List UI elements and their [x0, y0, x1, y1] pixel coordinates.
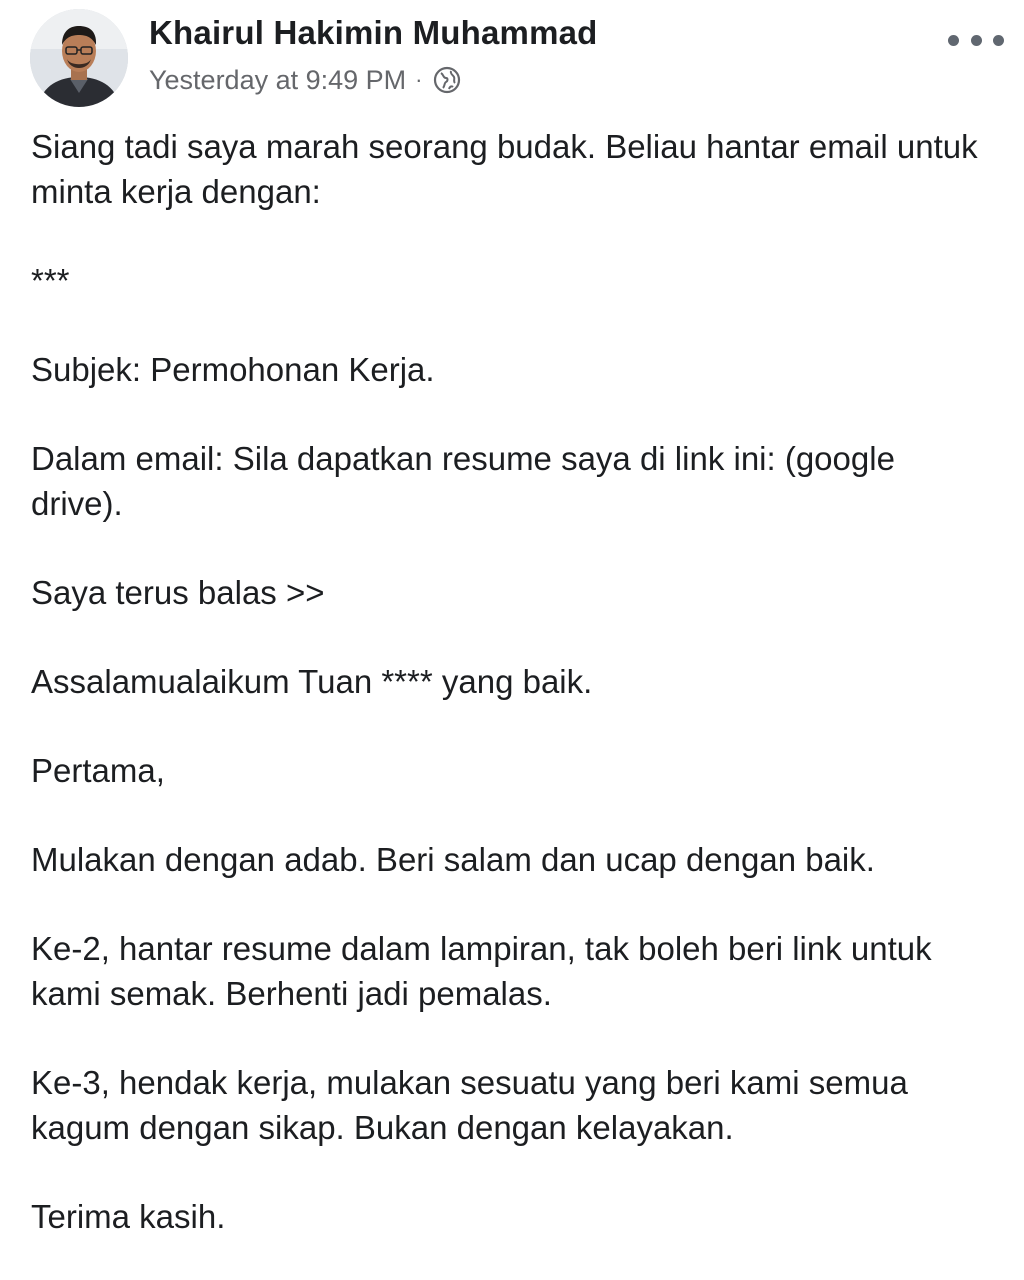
post-paragraph: Mulakan dengan adab. Beri salam dan ucap dengan baik.	[31, 841, 875, 878]
post-paragraph: Dalam email: Sila dapatkan resume saya di link ini: (google drive).	[31, 440, 905, 522]
post-body	[31, 124, 991, 1280]
post-paragraph: Assalamualaikum Tuan **** yang baik.	[31, 663, 593, 700]
post-paragraph: Ke-2, hantar resume dalam lampiran, tak boleh beri link untuk kami semak. Berhenti jadi pemalas.	[31, 930, 941, 1012]
more-horizontal-icon	[971, 35, 982, 46]
meta-separator: ·	[415, 67, 423, 92]
post-paragraph: Ke-3, hendak kerja, mulakan sesuatu yang beri kami semua kagum dengan sikap. Bukan dengan kelayakan.	[31, 1064, 917, 1146]
more-options-button[interactable]	[948, 22, 1004, 58]
post-paragraph: Saya terus balas >>	[31, 574, 325, 611]
post-meta	[149, 60, 462, 100]
post-header	[0, 0, 1024, 110]
globe-icon[interactable]	[432, 65, 462, 95]
more-horizontal-icon	[948, 35, 959, 46]
post-paragraph: Siang tadi saya marah seorang budak. Beliau hantar email untuk minta kerja dengan:	[31, 128, 987, 210]
avatar[interactable]	[30, 9, 128, 107]
post-paragraph: Pertama,	[31, 752, 165, 789]
post-timestamp[interactable]: Yesterday at 9:49 PM	[149, 64, 407, 95]
author-name[interactable]: Khairul Hakimin Muhammad	[149, 14, 598, 51]
profile-photo	[30, 9, 128, 107]
post-paragraph: Subjek: Permohonan Kerja.	[31, 351, 435, 388]
more-horizontal-icon	[993, 35, 1004, 46]
post-paragraph: ***	[31, 262, 70, 299]
post-paragraph: Terima kasih.	[31, 1198, 226, 1235]
